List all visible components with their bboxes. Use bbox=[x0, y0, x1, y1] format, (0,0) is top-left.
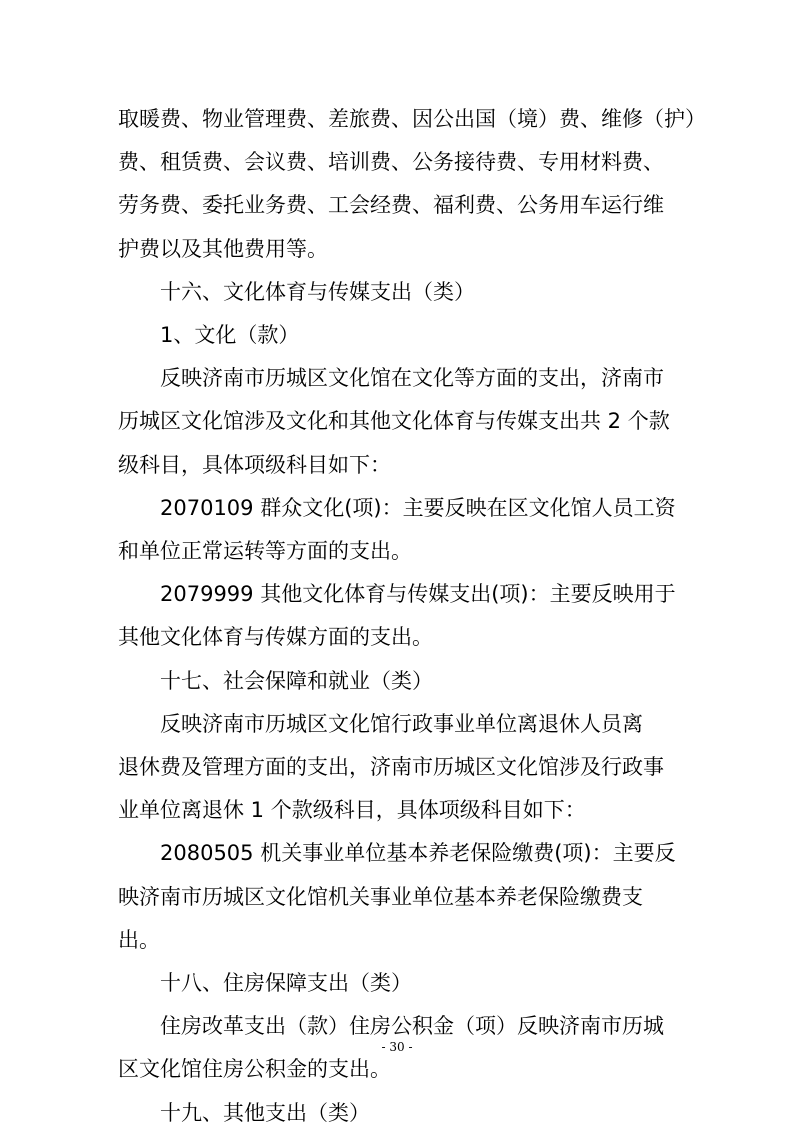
section-heading: 十七、社会保障和就业（类） bbox=[160, 668, 433, 693]
section-heading: 十八、住房保障支出（类） bbox=[160, 971, 412, 996]
text-line: 反映济南市历城区文化馆行政事业单位离退休人员离 bbox=[160, 711, 643, 736]
text-line: 住房改革支出（款）住房公积金（项）反映济南市历城 bbox=[160, 1014, 664, 1039]
text-line: 历城区文化馆涉及文化和其他文化体育与传媒支出共 2 个款 bbox=[118, 409, 670, 434]
text-line: 费、租赁费、会议费、培训费、公务接待费、专用材料费、 bbox=[118, 150, 664, 175]
text-line: 反映济南市历城区文化馆在文化等方面的支出，济南市 bbox=[160, 366, 664, 391]
section-heading: 十九、其他支出（类） bbox=[160, 1100, 370, 1125]
text-line: 级科目，具体项级科目如下： bbox=[118, 452, 391, 477]
text-line: 退休费及管理方面的支出，济南市历城区文化馆涉及行政事 bbox=[118, 755, 664, 780]
text-line: 区文化馆住房公积金的支出。 bbox=[118, 1057, 391, 1082]
text-line: 劳务费、委托业务费、工会经费、福利费、公务用车运行维 bbox=[118, 193, 664, 218]
text-line: 出。 bbox=[118, 927, 160, 952]
text-line: 护费以及其他费用等。 bbox=[118, 236, 328, 261]
text-line: 映济南市历城区文化馆机关事业单位基本养老保险缴费支 bbox=[118, 884, 643, 909]
page-number: - 30 - bbox=[381, 1040, 413, 1054]
text-line: 2080505 机关事业单位基本养老保险缴费(项)：主要反 bbox=[160, 841, 676, 866]
body-text bbox=[118, 98, 706, 1135]
text-line: 和单位正常运转等方面的支出。 bbox=[118, 539, 412, 564]
section-heading: 十六、文化体育与传媒支出（类） bbox=[160, 279, 475, 304]
text-line: 其他文化体育与传媒方面的支出。 bbox=[118, 625, 433, 650]
text-line: 2079999 其他文化体育与传媒支出(项)：主要反映用于 bbox=[160, 582, 676, 607]
text-line: 2070109 群众文化(项)：主要反映在区文化馆人员工资 bbox=[160, 495, 676, 520]
text-line: 取暖费、物业管理费、差旅费、因公出国（境）费、维修（护） bbox=[118, 107, 706, 131]
subsection-heading: 1、文化（款） bbox=[160, 323, 300, 348]
text-line: 业单位离退休 1 个款级科目，具体项级科目如下： bbox=[118, 798, 586, 823]
